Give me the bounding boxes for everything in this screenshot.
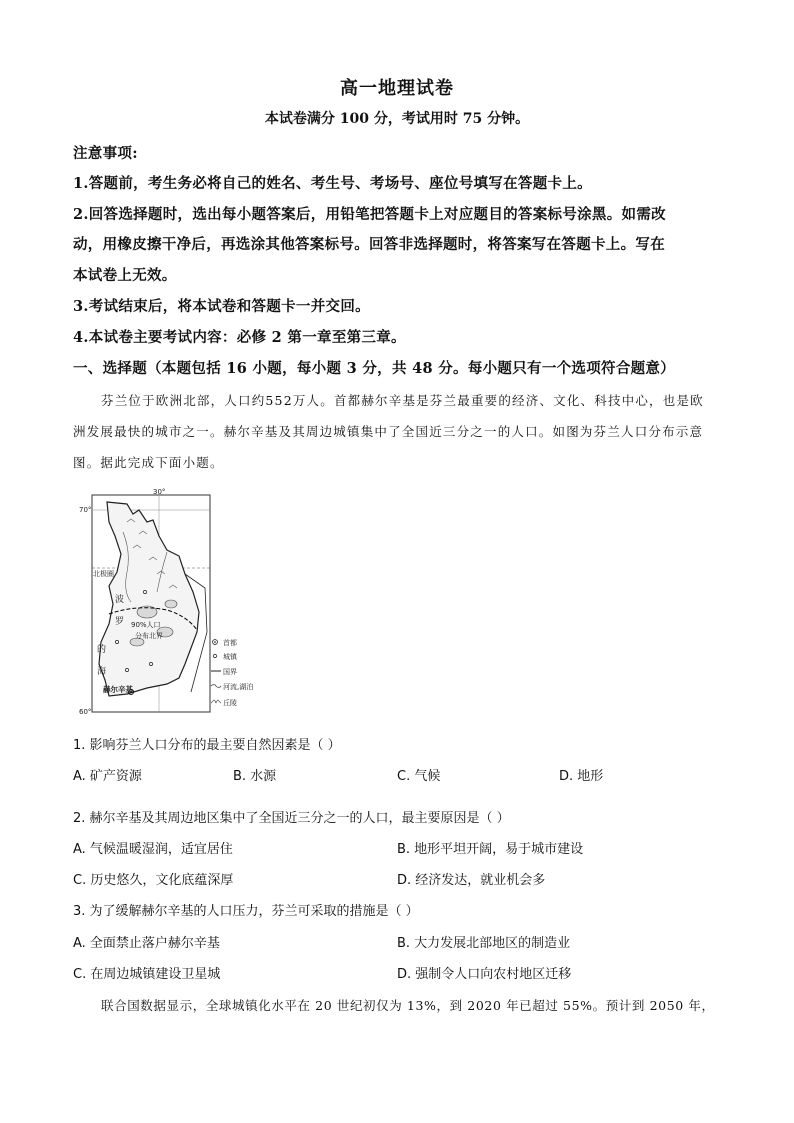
finland-outline	[99, 502, 199, 696]
note-item-3: 3.考试结束后，将本试卷和答题卡一并交回。	[73, 298, 370, 315]
note-item-1: 1.答题前，考生务必将自己的姓名、考生号、考场号、座位号填写在答题卡上。	[73, 175, 592, 192]
note-item-2-line-1: 2.回答选择题时，选出每小题答案后，用铅笔把答题卡上对应题目的答案标号涂黑。如需改	[73, 206, 666, 223]
question-3-option-a[interactable]: A. 全面禁止落户赫尔辛基	[73, 936, 220, 951]
lon-30-label: 30°	[153, 488, 166, 496]
question-3-option-b[interactable]: B. 大力发展北部地区的制造业	[397, 936, 571, 951]
legend-river-icon	[211, 685, 221, 688]
page-title: 高一地理试卷	[340, 78, 454, 99]
page-subtitle: 本试卷满分 100 分，考试用时 75 分钟。	[264, 111, 530, 127]
helsinki-label: 赫尔辛基	[103, 685, 133, 694]
question-3-option-d[interactable]: D. 强制令人口向农村地区迁移	[397, 967, 572, 982]
legend-capital-label: 首都	[223, 639, 237, 647]
question-3-option-c[interactable]: C. 在周边城镇建设卫星城	[73, 967, 221, 982]
legend-town-label: 城镇	[223, 653, 237, 661]
note-item-2-line-3: 本试卷上无效。	[73, 267, 177, 284]
question-2-option-d[interactable]: D. 经济发达，就业机会多	[397, 873, 546, 888]
section-heading: 一、选择题（本题包括 16 小题，每小题 3 分，共 48 分。每小题只有一个选项符合题意）	[73, 360, 676, 377]
passage-line-3: 图。据此完成下面小题。	[73, 455, 224, 470]
lat-60-label: 60°	[79, 708, 92, 716]
note-item-2-line-2: 动，用橡皮擦干净后，再选涂其他答案标号。回答非选择题时，将答案写在答题卡上。写在	[73, 236, 665, 253]
baltic-sea-label-4: 海	[97, 667, 107, 677]
question-2-stem: 2. 赫尔辛基及其周边地区集中了全国近三分之一的人口，最主要原因是（ ）	[73, 811, 510, 826]
baltic-sea-label-3: 的	[97, 645, 107, 655]
legend-border-label: 国界	[223, 668, 237, 676]
question-2-option-a[interactable]: A. 气候温暖湿润，适宜居住	[73, 842, 233, 857]
question-2-option-b[interactable]: B. 地形平坦开阔，易于城市建设	[397, 842, 584, 857]
question-1-option-c[interactable]: C. 气候	[397, 769, 441, 784]
question-1-option-a[interactable]: A. 矿产资源	[73, 769, 142, 784]
lake-icon	[165, 600, 177, 608]
arctic-circle-label: 北极圈	[93, 570, 114, 578]
note-item-4: 4.本试卷主要考试内容：必修 2 第一章至第三章。	[73, 329, 406, 346]
question-1-option-b[interactable]: B. 水源	[233, 769, 277, 784]
legend-hills-icon	[211, 700, 221, 703]
lat-70-label: 70°	[79, 506, 92, 514]
question-1-stem: 1. 影响芬兰人口分布的最主要自然因素是（ ）	[73, 738, 341, 753]
notes-heading: 注意事项:	[73, 145, 138, 162]
baltic-sea-label-2: 罗	[115, 617, 125, 627]
legend-hills-label: 丘陵	[223, 699, 237, 707]
question-1-option-d[interactable]: D. 地形	[559, 769, 604, 784]
legend-river-label: 河流,湖泊	[223, 683, 254, 691]
population-limit-label-2: 分布北界	[135, 632, 163, 640]
baltic-sea-label-1: 波	[115, 595, 125, 605]
passage-line-2: 洲发展最快的城市之一。赫尔辛基及其周边城镇集中了全国近三分之一的人口。如图为芬兰人口分布示意	[73, 424, 704, 439]
question-3-stem: 3. 为了缓解赫尔辛基的人口压力，芬兰可采取的措施是（ ）	[73, 904, 419, 919]
map-legend	[211, 638, 253, 707]
trailing-passage: 联合国数据显示，全球城镇化水平在 20 世纪初仅为 13%，到 2020 年已超过 55%。预计到 2050 年，	[101, 998, 715, 1013]
question-2-option-c[interactable]: C. 历史悠久，文化底蕴深厚	[73, 873, 234, 888]
population-limit-label-1: 90%人口	[131, 621, 161, 629]
finland-population-map	[79, 488, 259, 716]
legend-town-icon	[213, 654, 216, 657]
passage-line-1: 芬兰位于欧洲北部，人口约552万人。首都赫尔辛基是芬兰最重要的经济、文化、科技中心，也是欧	[101, 393, 704, 408]
